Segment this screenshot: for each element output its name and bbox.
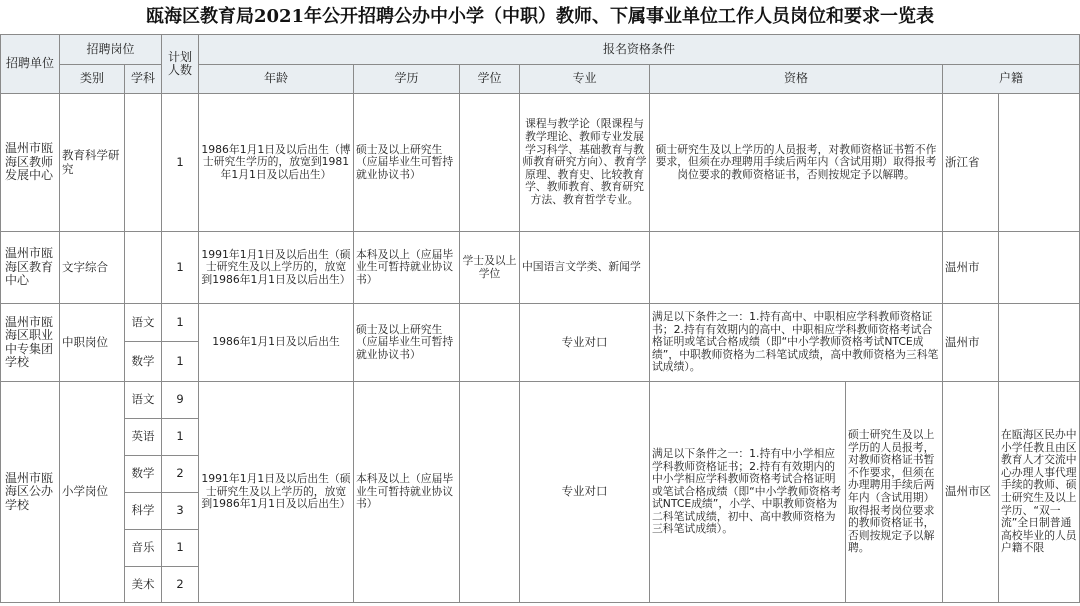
row3-plan-1: 1	[162, 304, 199, 342]
header-degree: 学位	[460, 65, 520, 94]
row4-degree	[460, 382, 520, 603]
row4-subject-2: 英语	[125, 419, 162, 456]
header-unit: 招聘单位	[1, 35, 60, 94]
row2-degree: 学士及以上学位	[460, 232, 520, 304]
row4-subject-3: 数学	[125, 456, 162, 493]
row3-major: 专业对口	[520, 304, 650, 382]
row4-plan-2: 1	[162, 419, 199, 456]
row2-education: 本科及以上（应届毕业生可暂持就业协议书）	[354, 232, 460, 304]
row4-household-note: 在瓯海区民办中小学任教且由区教育人才交流中心办理人事代理手续的教师、硕士研究生及以上学历、“双一流”全日制普通高校毕业的人员户籍不限	[999, 382, 1080, 603]
row4-plan-1: 9	[162, 382, 199, 419]
table-row	[1, 232, 1080, 304]
row2-qualification	[650, 232, 943, 304]
row2-age: 1991年1月1日及以后出生（硕士研究生及以上学历的，放宽到1986年1月1日及以后出生）	[199, 232, 354, 304]
row3-household: 温州市	[943, 304, 999, 382]
row1-education: 硕士及以上研究生（应届毕业生可暂持就业协议书）	[354, 94, 460, 232]
row4-plan-5: 1	[162, 530, 199, 567]
row2-plan: 1	[162, 232, 199, 304]
row1-plan: 1	[162, 94, 199, 232]
table-row	[1, 304, 1080, 342]
header-household: 户籍	[943, 65, 1080, 94]
row2-category: 文字综合	[60, 232, 125, 304]
row1-category: 教育科学研究	[60, 94, 125, 232]
row4-unit: 温州市瓯海区公办学校	[1, 382, 60, 603]
row3-subject-2: 数学	[125, 342, 162, 382]
header-category: 类别	[60, 65, 125, 94]
header-row-1	[1, 35, 1080, 65]
header-age: 年龄	[199, 65, 354, 94]
row4-plan-6: 2	[162, 567, 199, 603]
header-position: 招聘岗位	[60, 35, 162, 65]
table-row	[1, 382, 1080, 419]
row3-subject-1: 语文	[125, 304, 162, 342]
row2-subject	[125, 232, 162, 304]
row4-qualification-a: 满足以下条件之一：1.持有中小学相应学科教师资格证书；2.持有有效期内的中小学相应学科教师资格考试合格证明或笔试合格成绩（即“中小学教师资格考试NTCE成绩”，小学、中职教师资格为二科笔试成绩，初中、高中教师资格为三科笔试成绩）。	[650, 382, 846, 603]
row2-major: 中国语言文学类、新闻学	[520, 232, 650, 304]
row4-subject-1: 语文	[125, 382, 162, 419]
row3-unit: 温州市瓯海区职业中专集团学校	[1, 304, 60, 382]
row1-qualification: 硕士研究生及以上学历的人员报考，对教师资格证书暂不作要求，但须在办理聘用手续后两年内（含试用期）取得报考岗位要求的教师资格证书，否则按规定予以解聘。	[650, 94, 943, 232]
page-title: 瓯海区教育局2021年公开招聘公办中小学（中职）教师、下属事业单位工作人员岗位和要求一览表	[145, 6, 935, 27]
row3-age: 1986年1月1日及以后出生	[199, 304, 354, 382]
row1-age: 1986年1月1日及以后出生（博士研究生学历的，放宽到1981年1月1日及以后出生）	[199, 94, 354, 232]
row3-category: 中职岗位	[60, 304, 125, 382]
row4-subject-5: 音乐	[125, 530, 162, 567]
row1-subject	[125, 94, 162, 232]
row1-household-note	[999, 94, 1080, 232]
row3-degree	[460, 304, 520, 382]
row1-household: 浙江省	[943, 94, 999, 232]
row4-household: 温州市区	[943, 382, 999, 603]
header-conditions: 报名资格条件	[199, 35, 1080, 65]
row4-education: 本科及以上（应届毕业生可暂持就业协议书）	[354, 382, 460, 603]
row4-category: 小学岗位	[60, 382, 125, 603]
header-major: 专业	[520, 65, 650, 94]
row2-household: 温州市	[943, 232, 999, 304]
row2-unit: 温州市瓯海区教育中心	[1, 232, 60, 304]
row4-subject-4: 科学	[125, 493, 162, 530]
row3-qualification: 满足以下条件之一：1.持有高中、中职相应学科教师资格证书；2.持有有效期内的高中、中职相应学科教师资格考试合格证明或笔试合格成绩（即“中小学教师资格考试NTCE成绩”，中职教师资格为二科笔试成绩，高中教师资格为三科笔试成绩）。	[650, 304, 943, 382]
row3-education: 硕士及以上研究生（应届毕业生可暂持就业协议书）	[354, 304, 460, 382]
row4-plan-3: 2	[162, 456, 199, 493]
header-plan: 计划人数	[162, 35, 199, 94]
row2-household-note	[999, 232, 1080, 304]
row4-plan-4: 3	[162, 493, 199, 530]
row3-plan-2: 1	[162, 342, 199, 382]
row4-major: 专业对口	[520, 382, 650, 603]
row4-qualification-b: 硕士研究生及以上学历的人员报考，对教师资格证书暂不作要求，但须在办理聘用手续后两年内（含试用期）取得报考岗位要求的教师资格证书，否则按规定予以解聘。	[846, 382, 943, 603]
row3-household-note	[999, 304, 1080, 382]
header-education: 学历	[354, 65, 460, 94]
row1-unit: 温州市瓯海区教师发展中心	[1, 94, 60, 232]
row4-age: 1991年1月1日及以后出生（硕士研究生及以上学历的，放宽到1986年1月1日及以后出生）	[199, 382, 354, 603]
table-row	[1, 94, 1080, 232]
row4-subject-6: 美术	[125, 567, 162, 603]
row1-major: 课程与教学论（限课程与教学理论、教师专业发展学习科学、基础教育与教师教育研究方向）、教育学原理、教育史、比较教育学、教师教育、教育研究方法、教育哲学专业。	[520, 94, 650, 232]
recruitment-table	[0, 34, 1080, 603]
header-subject: 学科	[125, 65, 162, 94]
row1-degree	[460, 94, 520, 232]
header-qualification: 资格	[650, 65, 943, 94]
